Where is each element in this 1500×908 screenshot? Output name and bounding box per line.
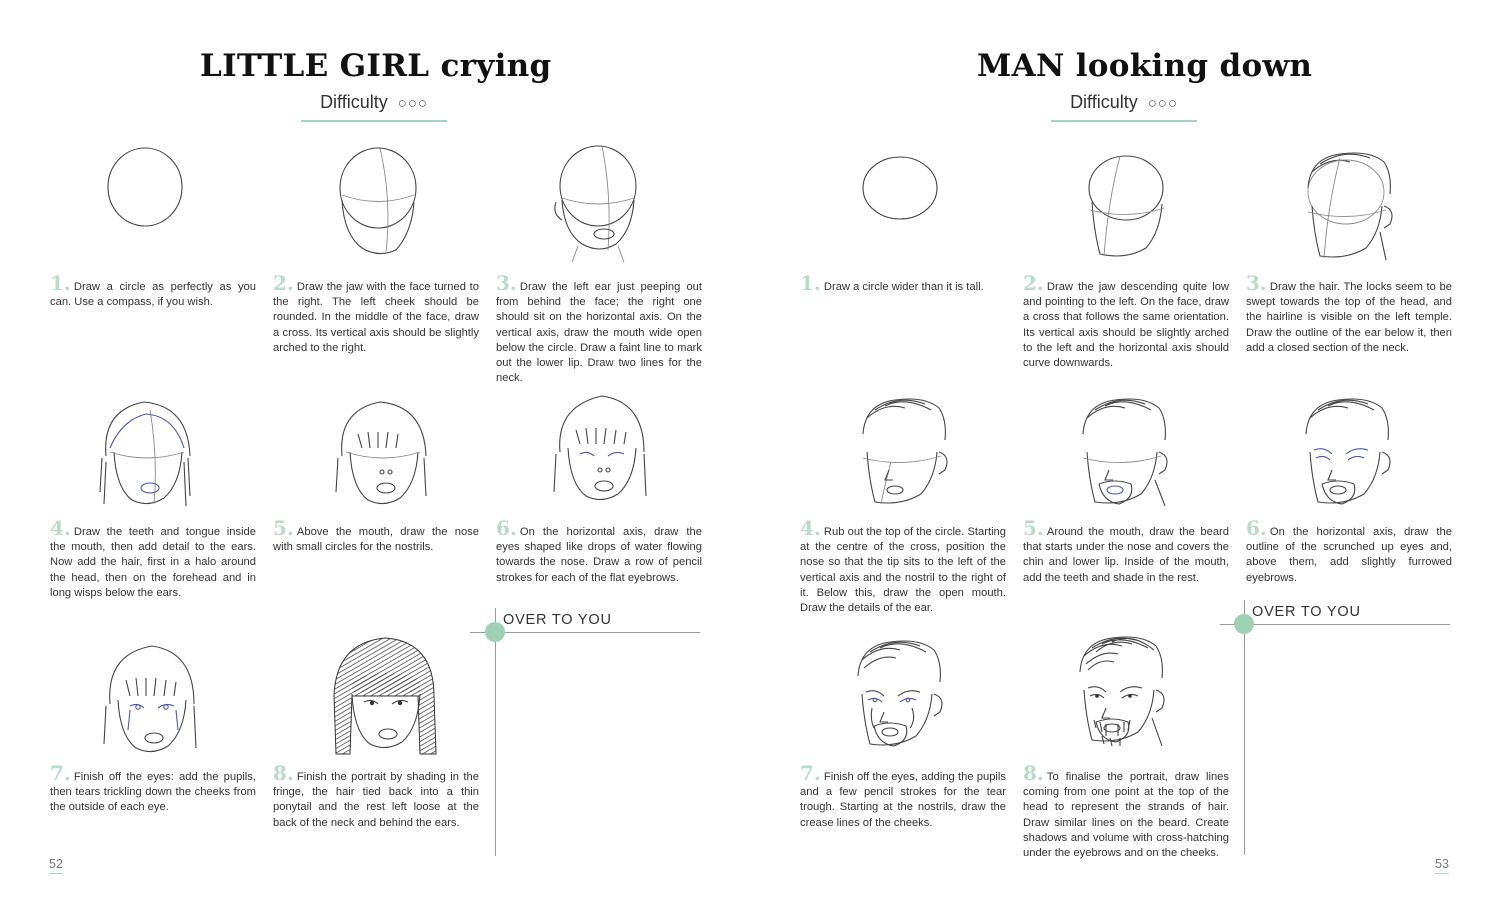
step-text: Above the mouth, draw the nose with small circles for the nostrils. — [273, 526, 479, 554]
over-to-you-rule — [1220, 624, 1450, 625]
step-text: Finish the portrait by shading in the fringe, the hair tied back into a thin ponytail and the rest left loose at the back of the neck and behind the ears. — [273, 771, 479, 829]
man-step-3 — [1246, 271, 1452, 356]
man-step2-sketch — [1086, 152, 1176, 262]
man-step-1 — [800, 271, 1006, 295]
step-text: Around the mouth, draw the beard that starts under the nose and covers the chin and lower lip. Inside of the mouth, add the teeth and shade in the rest. — [1023, 526, 1229, 584]
right-page-number: 53 — [1435, 857, 1449, 874]
step-text: Finish off the eyes, adding the pupils and a few pencil strokes for the tear trough. Starting at the nostrils, draw the crease lines of the cheeks. — [800, 771, 1006, 829]
difficulty-label: Difficulty — [1070, 92, 1138, 112]
step-text: Rub out the top of the circle. Starting at the centre of the cross, position the nose so that the tip sits to the left of the vertical axis and the nostril to the right of it. Below this, draw the open mouth. Draw the details of the ear. — [800, 526, 1006, 615]
step-number: 2. — [273, 271, 294, 295]
left-page-title: LITTLE GIRL crying — [200, 48, 552, 84]
girl-step-3 — [496, 271, 702, 386]
step-number: 7. — [800, 761, 821, 785]
man-step-5 — [1023, 516, 1229, 586]
over-to-you-label: OVER TO YOU — [1252, 604, 1361, 620]
left-page-number: 52 — [49, 857, 63, 874]
man-step-7 — [800, 761, 1006, 831]
man-step-8 — [1023, 761, 1229, 861]
man-step7-sketch — [850, 636, 950, 754]
over-to-you-vrule — [1244, 600, 1245, 855]
step-number: 7. — [50, 761, 71, 785]
man-step1-sketch — [860, 152, 946, 224]
step-text: On the horizontal axis, draw the outline of the scrunched up eyes and, above them, add slightly furrowed eyebrows. — [1246, 526, 1452, 584]
over-to-you-label: OVER TO YOU — [503, 612, 612, 628]
man-step6-sketch — [1298, 394, 1398, 509]
girl-step8-sketch — [330, 636, 440, 764]
step-number: 1. — [50, 271, 71, 295]
girl-step3-sketch — [548, 140, 648, 265]
left-difficulty — [301, 92, 447, 122]
right-difficulty — [1051, 92, 1197, 122]
step-number: 6. — [1246, 516, 1267, 540]
step-number: 6. — [496, 516, 517, 540]
girl-step7-sketch — [96, 640, 206, 765]
girl-step-6 — [496, 516, 702, 586]
step-text: Draw a circle wider than it is tall. — [823, 281, 984, 293]
difficulty-rating: ○○○ — [397, 95, 428, 112]
step-number: 5. — [273, 516, 294, 540]
girl-step6-sketch — [546, 388, 656, 513]
step-number: 1. — [800, 271, 821, 295]
girl-step1-sketch — [100, 140, 190, 235]
difficulty-label: Difficulty — [320, 92, 388, 112]
step-number: 4. — [50, 516, 71, 540]
step-number: 4. — [800, 516, 821, 540]
step-number: 8. — [1023, 761, 1044, 785]
step-number: 2. — [1023, 271, 1044, 295]
step-number: 3. — [1246, 271, 1267, 295]
girl-step2-sketch — [330, 140, 430, 265]
man-step-2 — [1023, 271, 1229, 371]
difficulty-rating: ○○○ — [1147, 95, 1178, 112]
step-text: Draw the jaw with the face turned to the right. The left cheek should be rounded. In the middle of the face, draw a cross. Its vertical axis should be slightly arched to the right. — [273, 281, 479, 354]
man-step-6 — [1246, 516, 1452, 586]
step-text: Finish off the eyes: add the pupils, then tears trickling down the cheeks from the outside of each eye. — [50, 771, 256, 814]
man-step4-sketch — [855, 394, 955, 509]
step-text: Draw the teeth and tongue inside the mouth, then add detail to the ears. Now add the hair, first in a halo around the head, then on the forehead and in long wisps below the ears. — [50, 526, 256, 599]
girl-step-5 — [273, 516, 479, 555]
girl-step4-sketch — [92, 392, 202, 517]
step-text: Draw a circle as perfectly as you can. Use a compass, if you wish. — [50, 281, 256, 309]
girl-step-8 — [273, 761, 479, 831]
step-text: Draw the jaw descending quite low and pointing to the left. On the face, draw a cross that follows the same orientation. Its vertical axis should be slightly arched to the left and the horizontal axis should curve downwards. — [1023, 281, 1229, 370]
man-step5-sketch — [1075, 394, 1175, 509]
girl-step-2 — [273, 271, 479, 356]
girl-step-7 — [50, 761, 256, 816]
man-step3-sketch — [1300, 148, 1400, 263]
girl-step-4 — [50, 516, 256, 601]
step-number: 3. — [496, 271, 517, 295]
step-text: Draw the hair. The locks seem to be swept towards the top of the head, and the hairline is visible on the left temple. Draw the outline of the ear below it, then add a closed section of the neck. — [1246, 281, 1452, 354]
right-page-title: MAN looking down — [977, 48, 1313, 84]
step-text: On the horizontal axis, draw the eyes shaped like drops of water flowing towards the nose. Draw a row of pencil strokes for each of the flat eyebrows. — [496, 526, 702, 584]
step-number: 8. — [273, 761, 294, 785]
man-step-4 — [800, 516, 1006, 616]
man-step8-sketch — [1072, 632, 1172, 752]
girl-step-1 — [50, 271, 256, 310]
girl-step5-sketch — [328, 392, 438, 517]
over-to-you-vrule — [495, 608, 496, 856]
step-text: Draw the left ear just peeping out from behind the face; the right one should sit on the horizontal axis. On the vertical axis, draw the mouth wide open below the circle. Draw a faint line to mark out the lower lip. Draw two lines for the neck. — [496, 281, 702, 385]
step-text: To finalise the portrait, draw lines coming from one point at the top of the head to represent the strands of hair. Draw similar lines on the beard. Create shadows and volume with cross-hatching under the eyebrows and on the cheeks. — [1023, 771, 1229, 860]
step-number: 5. — [1023, 516, 1044, 540]
